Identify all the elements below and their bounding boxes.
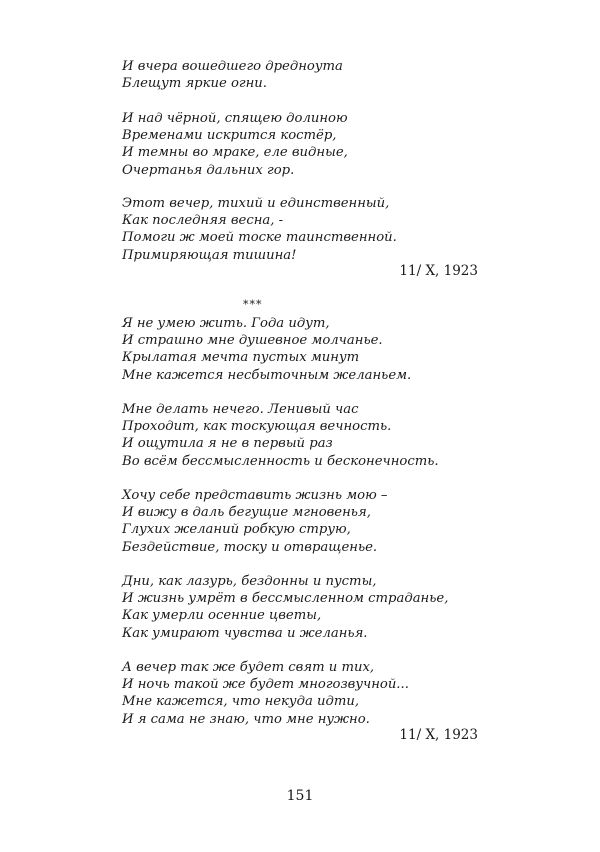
poem-line: Мне кажется, что некуда идти, [122, 694, 360, 710]
poem1-stanza-2 [122, 110, 348, 179]
poem2-stanza-5 [122, 659, 409, 728]
poem-line: И темны во мраке, еле видные, [122, 145, 348, 161]
poem-line: Дни, как лазурь, бездонны и пусты, [122, 574, 377, 589]
poem-line: И ночь такой же будет многозвучной... [122, 677, 409, 693]
poem-line: А вечер так же будет свят и тих, [122, 660, 375, 675]
poem-line: И страшно мне душевное молчанье. [122, 333, 383, 349]
poem-line: Я не умею жить. Года идут, [122, 316, 330, 331]
poem-line: И вижу в даль бегущие мгновенья, [122, 505, 371, 521]
poem-line: Как умерли осенние цветы, [122, 608, 322, 624]
poem-line: Помоги ж моей тоске таинственной. [122, 230, 397, 246]
page-number: 151 [286, 788, 314, 804]
poem-line: Хочу себе представить жизнь мою – [122, 488, 388, 503]
poem-line: Примиряющая тишина! [122, 247, 297, 263]
poem1-stanza-3 [122, 195, 397, 264]
poem1-date: 11/ X, 1923 [399, 263, 478, 279]
poem-line: Бездействие, тоску и отвращенье. [122, 539, 378, 555]
poem-line: Как умирают чувства и желанья. [122, 625, 368, 641]
poem2-stanza-3 [122, 487, 388, 556]
poem-line: Очертанья дальних гор. [122, 162, 295, 178]
poem-line: И над чёрной, спящею долиною [122, 111, 348, 126]
poem2-stanza-4 [122, 573, 448, 642]
poem2-stanza-1 [122, 315, 411, 384]
poem-line: Мне кажется несбыточным желаньем. [122, 367, 412, 383]
poem-line: И вчера вошедшего дредноута [122, 59, 343, 74]
poem-line: Проходит, как тоскующая вечность. [122, 419, 392, 435]
poem-line: И я сама не знаю, что мне нужно. [122, 711, 370, 727]
poem-line: И ощутила я не в первый раз [122, 436, 333, 452]
poem-line: Как последняя весна, - [122, 213, 284, 229]
poem-line: Временами искрится костёр, [122, 128, 337, 144]
poem2-date: 11/ X, 1923 [399, 727, 478, 743]
poem-line: Крылатая мечта пустых минут [122, 350, 360, 366]
section-separator: *** [243, 298, 263, 311]
poem-line: Этот вечер, тихий и единственный, [122, 196, 390, 211]
poem-line: Во всём бессмысленность и бесконечность. [122, 453, 439, 469]
poem-line: Блещут яркие огни. [122, 76, 267, 92]
poem2-stanza-2 [122, 401, 439, 470]
poem-line: Глухих желаний робкую струю, [122, 522, 351, 538]
poem1-stanza-1 [122, 58, 343, 92]
poem-line: Мне делать нечего. Ленивый час [122, 402, 359, 417]
poem-line: И жизнь умрёт в бессмысленном страданье, [122, 591, 449, 607]
